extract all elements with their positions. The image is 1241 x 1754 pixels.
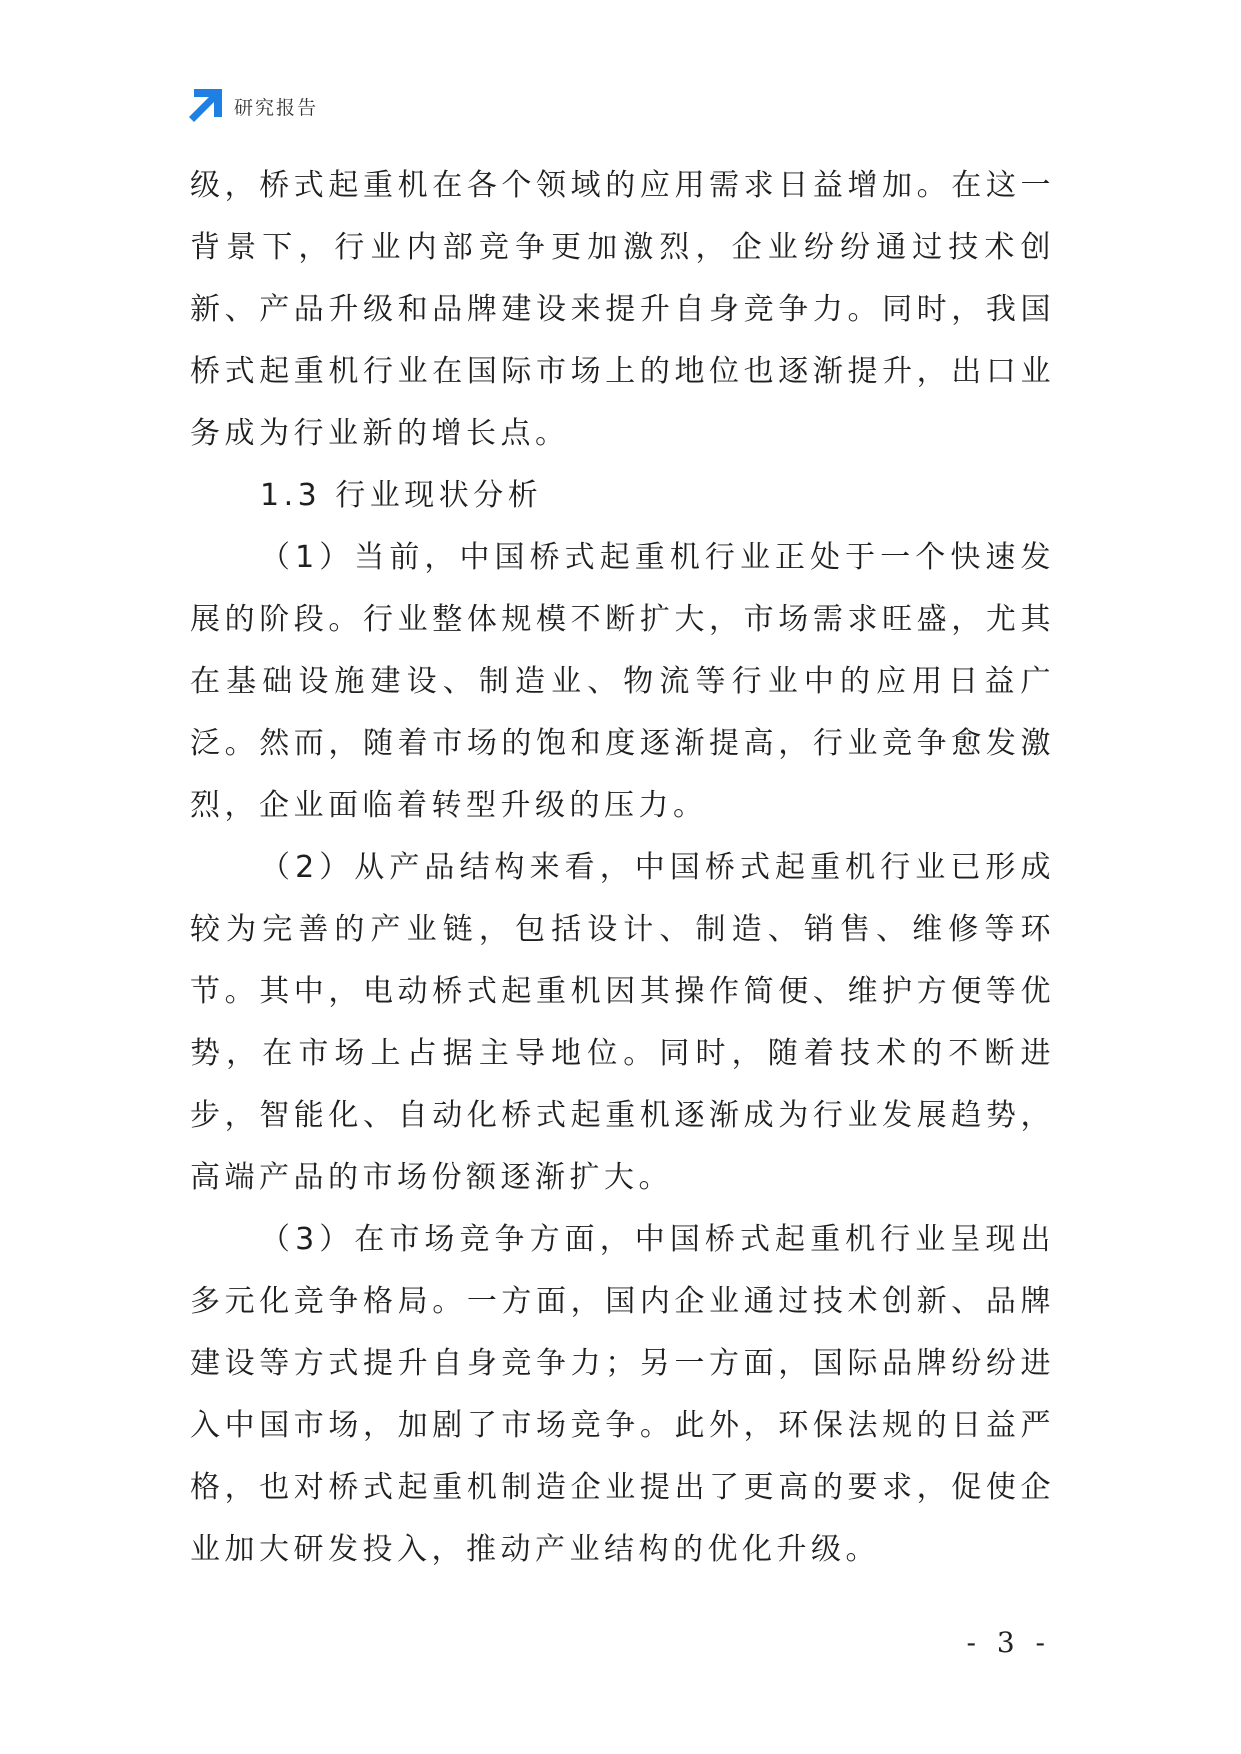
arrow-up-right-icon bbox=[188, 89, 222, 123]
section-heading: 1.3 行业现状分析 bbox=[260, 478, 543, 513]
page-number: - 3 - bbox=[966, 1626, 1051, 1659]
paragraph-2: （2）从产品结构来看，中国桥式起重机行业已形成较为完善的产业链，包括设计、制造、销售、维修等环节。其中，电动桥式起重机因其操作简便、维护方便等优势，在市场上占据主导地位。同时，随着技术的不断进步，智能化、自动化桥式起重机逐渐成为行业发展趋势，高端产品的市场份额逐渐扩大。 bbox=[190, 850, 1055, 1195]
paragraph-1: （1）当前，中国桥式起重机行业正处于一个快速发展的阶段。行业整体规模不断扩大，市场需求旺盛，尤其在基础设施建设、制造业、物流等行业中的应用日益广泛。然而，随着市场的饱和度逐渐提高，行业竞争愈发激烈，企业面临着转型升级的压力。 bbox=[190, 540, 1055, 823]
paragraph-continuation: 级，桥式起重机在各个领域的应用需求日益增加。在这一背景下，行业内部竞争更加激烈，企业纷纷通过技术创新、产品升级和品牌建设来提升自身竞争力。同时，我国桥式起重机行业在国际市场上的地位也逐渐提升，出口业务成为行业新的增长点。 bbox=[190, 168, 1055, 451]
header-title: 研究报告 bbox=[234, 96, 319, 119]
paragraph-3: （3）在市场竞争方面，中国桥式起重机行业呈现出多元化竞争格局。一方面，国内企业通过技术创新、品牌建设等方式提升自身竞争力；另一方面，国际品牌纷纷进入中国市场，加剧了市场竞争。此外，环保法规的日益严格，也对桥式起重机制造企业提出了更高的要求，促使企业加大研发投入，推动产业结构的优化升级。 bbox=[190, 1222, 1055, 1567]
page-header bbox=[188, 88, 318, 124]
document-body bbox=[190, 155, 1055, 1581]
